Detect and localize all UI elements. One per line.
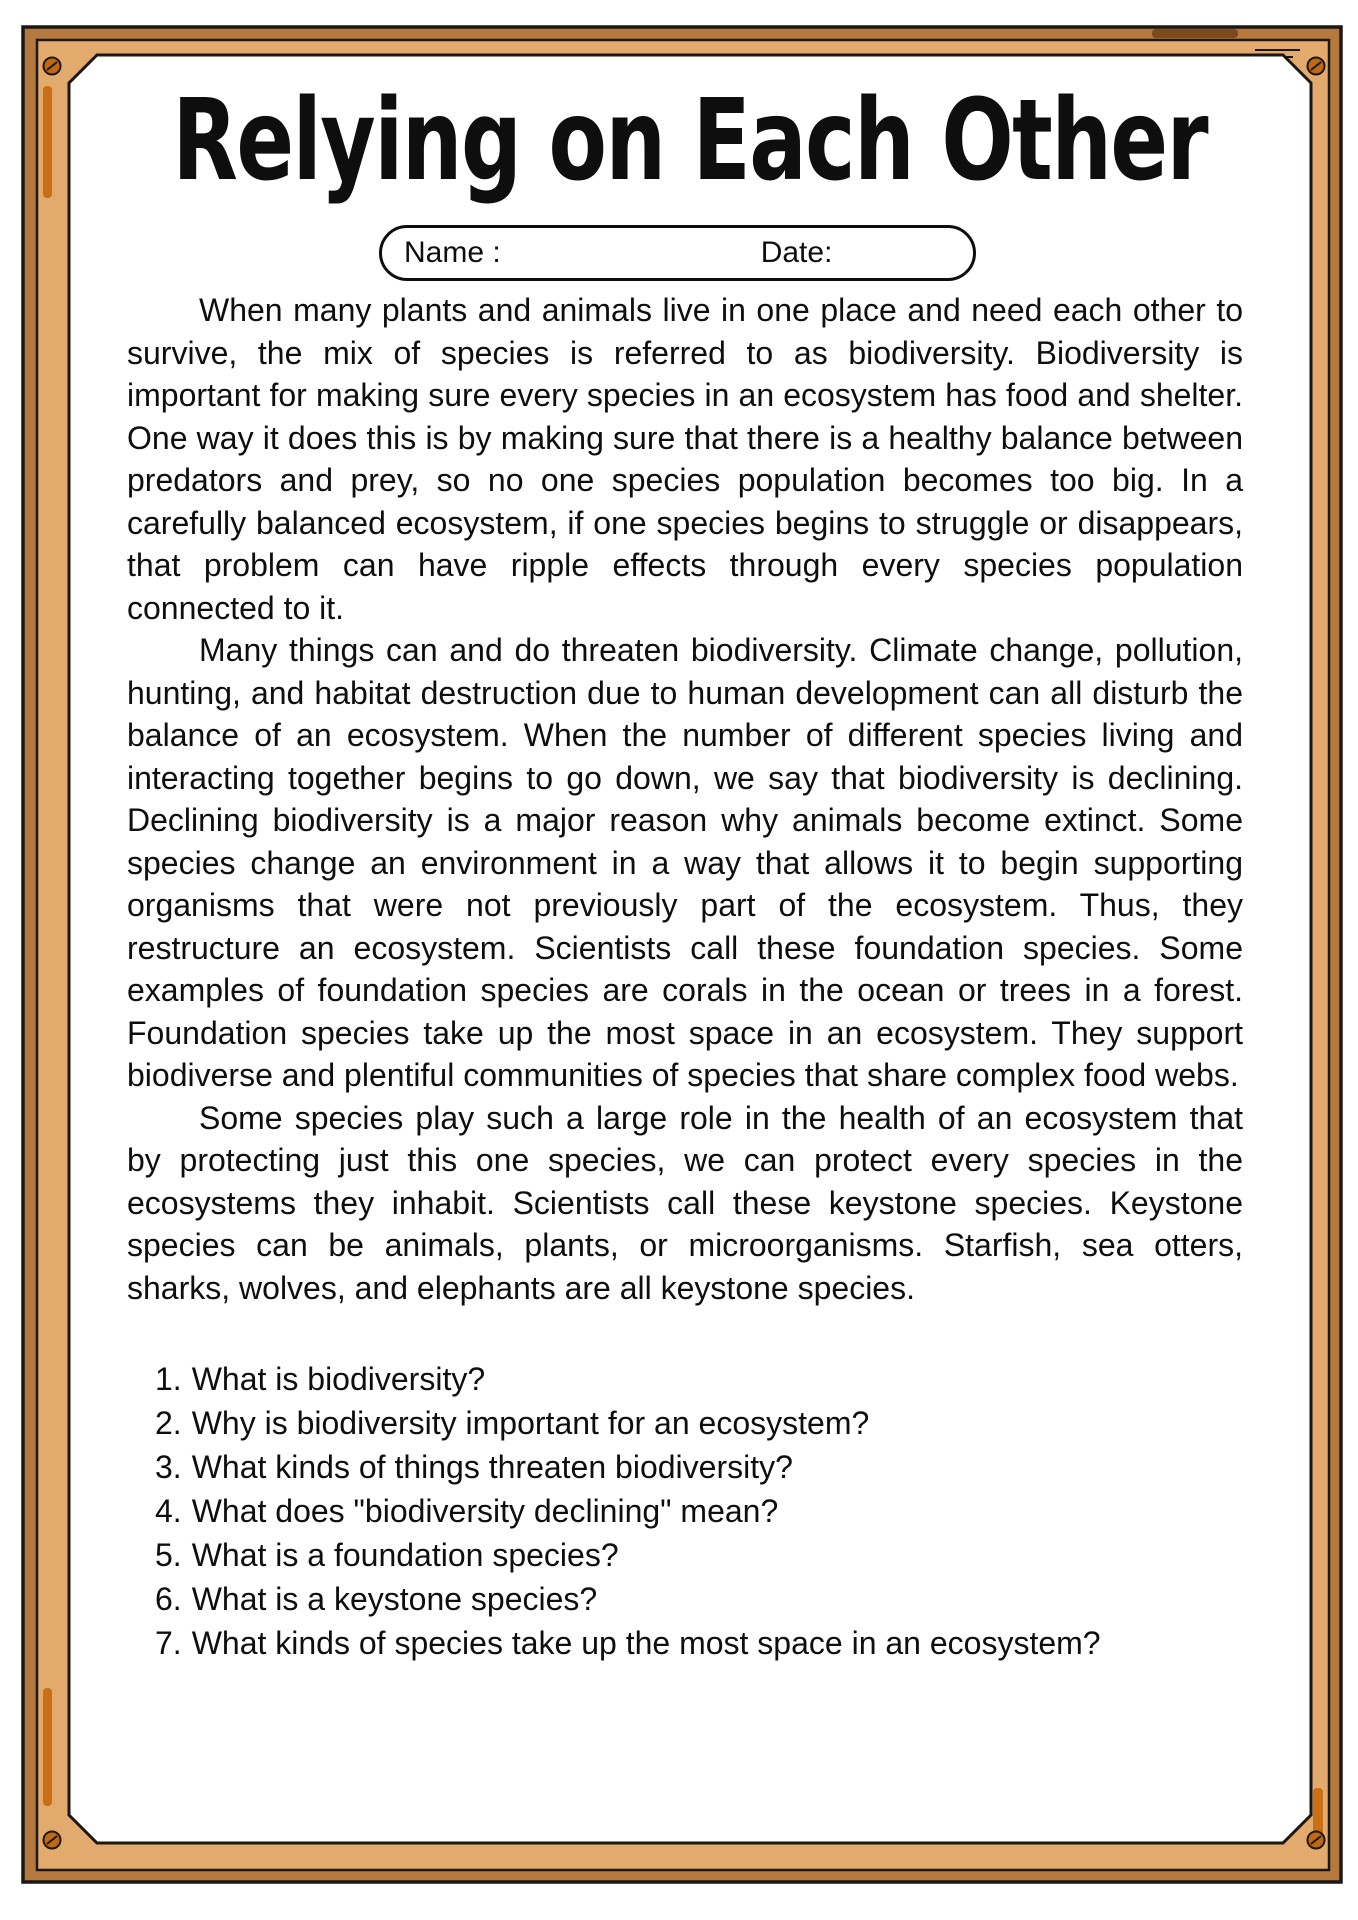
name-field <box>501 228 511 278</box>
question-item <box>155 1357 1271 1401</box>
question-number: 3. <box>155 1449 182 1485</box>
name-date-box <box>379 225 976 281</box>
wood-highlight-left-bottom <box>43 1688 52 1806</box>
question-number: 7. <box>155 1625 182 1661</box>
question-number: 6. <box>155 1581 182 1617</box>
question-text: What is biodiversity? <box>191 1361 486 1397</box>
passage-paragraph-2: Many things can and do threaten biodiversity. Climate change, pollution, hunting, and habitat destruction due to human development can all disturb the balance of an ecosystem. When the number of different species living and interacting together begins to go down, we say that biodiversity is declining. Declining biodiversity is a major reason why animals become extinct. Some species change an environment in a way that allows it to begin supporting organisms that were not previously part of the ecosystem. Thus, they restructure an ecosystem. Scientists call these foundation species. Some examples of foundation species are corals in the ocean or trees in a forest. Foundation species take up the most space in an ecosystem. They support biodiverse and plentiful communities of species that share complex food webs. <box>127 632 1243 1093</box>
question-text: What does "biodiversity declining" mean? <box>191 1493 779 1529</box>
passage-paragraph-1: When many plants and animals live in one place and need each other to survive, the mix of species is referred to as biodiversity. Biodiversity is important for making sure every species in an ecosystem has food and shelter. One way it does this is by making sure that there is a healthy balance between predators and prey, so no one species population becomes too big. In a carefully balanced ecosystem, if one species begins to struggle or disappears, that problem can have ripple effects through every species population connected to it. <box>127 292 1243 626</box>
question-list <box>69 1357 1311 1665</box>
page-title-text: Relying on Each Other <box>172 76 1208 206</box>
question-text: What is a foundation species? <box>191 1537 619 1573</box>
question-text: What kinds of species take up the most space in an ecosystem? <box>191 1625 1101 1661</box>
date-label: Date: <box>760 236 833 269</box>
screw-icon <box>44 1832 61 1849</box>
question-item <box>155 1621 1271 1665</box>
reading-passage <box>69 289 1311 1309</box>
worksheet-content <box>69 55 1311 1843</box>
screw-icon <box>44 58 61 75</box>
question-number: 2. <box>155 1405 182 1441</box>
question-item <box>155 1445 1271 1489</box>
question-number: 1. <box>155 1361 182 1397</box>
question-item <box>155 1489 1271 1533</box>
question-text: Why is biodiversity important for an ecosystem? <box>191 1405 870 1441</box>
question-number: 4. <box>155 1493 182 1529</box>
date-field <box>832 228 842 278</box>
question-text: What kinds of things threaten biodiversity? <box>191 1449 793 1485</box>
question-item <box>155 1401 1271 1445</box>
page-title <box>69 71 1311 211</box>
question-item <box>155 1533 1271 1577</box>
passage-paragraph-3: Some species play such a large role in the health of an ecosystem that by protecting just this one species, we can protect every species in the ecosystems they inhabit. Scientists call these keystone species. Keystone species can be animals, plants, or microorganisms. Starfish, sea otters, sharks, wolves, and elephants are all keystone species. <box>127 1099 1243 1306</box>
name-label: Name : <box>404 236 501 269</box>
wood-knot-streak <box>1152 29 1238 38</box>
wood-highlight-left <box>43 86 52 198</box>
question-item <box>155 1577 1271 1621</box>
question-number: 5. <box>155 1537 182 1573</box>
question-text: What is a keystone species? <box>191 1581 598 1617</box>
